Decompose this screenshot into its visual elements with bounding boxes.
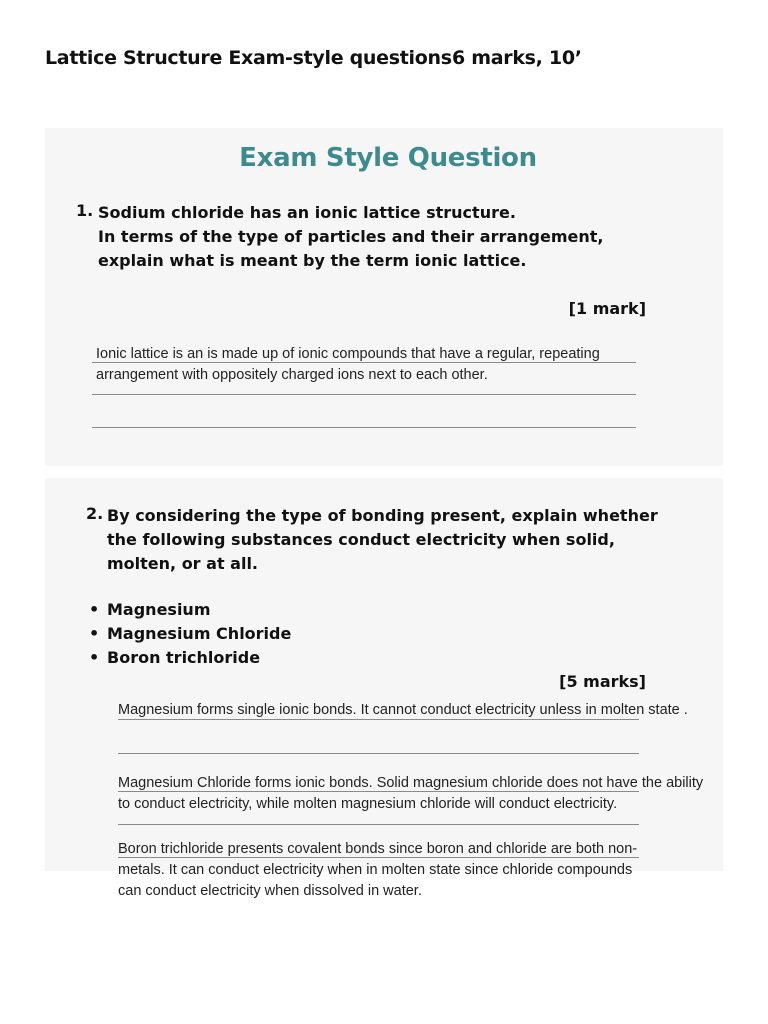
answer-magnesium-chloride: [118, 773, 703, 815]
answer-rule: [118, 791, 639, 792]
list-item: • Magnesium: [89, 598, 291, 622]
answer-line: Magnesium forms single ionic bonds. It cannot conduct electricity unless in molten state .: [118, 702, 688, 718]
answer-line: Magnesium Chloride forms ionic bonds. Solid magnesium chloride does not have the ability: [118, 775, 704, 791]
worksheet-title: Lattice Structure Exam-style questions: [45, 47, 452, 69]
question-2-number: 2.: [86, 504, 104, 523]
answer-line: Boron trichloride presents covalent bonds since boron and chloride are both non-: [118, 841, 638, 857]
question-1-line: In terms of the type of particles and their arrangement,: [98, 227, 604, 246]
question-2-line: molten, or at all.: [107, 554, 258, 573]
answer-rule: [92, 362, 636, 363]
answer-line: arrangement with oppositely charged ions next to each other.: [96, 367, 488, 383]
question-2-line: the following substances conduct electricity when solid,: [107, 530, 615, 549]
answer-magnesium: [118, 700, 688, 721]
answer-line: can conduct electricity when dissolved in water.: [118, 883, 422, 899]
answer-rule: [92, 394, 636, 395]
answer-rule: [118, 824, 639, 825]
worksheet-marks-time: 6 marks, 10’: [452, 47, 582, 69]
question-2-text: [107, 504, 658, 576]
question-1-line: explain what is meant by the term ionic lattice.: [98, 251, 527, 270]
answer-rule: [118, 753, 639, 754]
answer-rule: [118, 857, 639, 858]
question-2-marks: [5 marks]: [559, 672, 646, 691]
exam-style-question-heading: Exam Style Question: [239, 143, 537, 173]
answer-boron-trichloride: [118, 839, 637, 902]
question-2-line: By considering the type of bonding present, explain whether: [107, 506, 658, 525]
list-item: • Magnesium Chloride: [89, 622, 291, 646]
substance-list: [89, 598, 291, 670]
answer-line: to conduct electricity, while molten magnesium chloride will conduct electricity.: [118, 796, 618, 812]
question-1-answer: [96, 344, 600, 386]
answer-line: Ionic lattice is an is made up of ionic compounds that have a regular, repeating: [96, 346, 600, 362]
question-1-marks: [1 mark]: [568, 299, 646, 318]
question-1-panel: [45, 128, 723, 466]
question-1-text: [98, 201, 603, 273]
answer-rule: [118, 719, 639, 720]
question-1-line: Sodium chloride has an ionic lattice structure.: [98, 203, 516, 222]
list-item: • Boron trichloride: [89, 646, 291, 670]
answer-rule: [92, 427, 636, 428]
question-1-number: 1.: [76, 201, 94, 220]
answer-line: metals. It can conduct electricity when in molten state since chloride compounds: [118, 862, 633, 878]
